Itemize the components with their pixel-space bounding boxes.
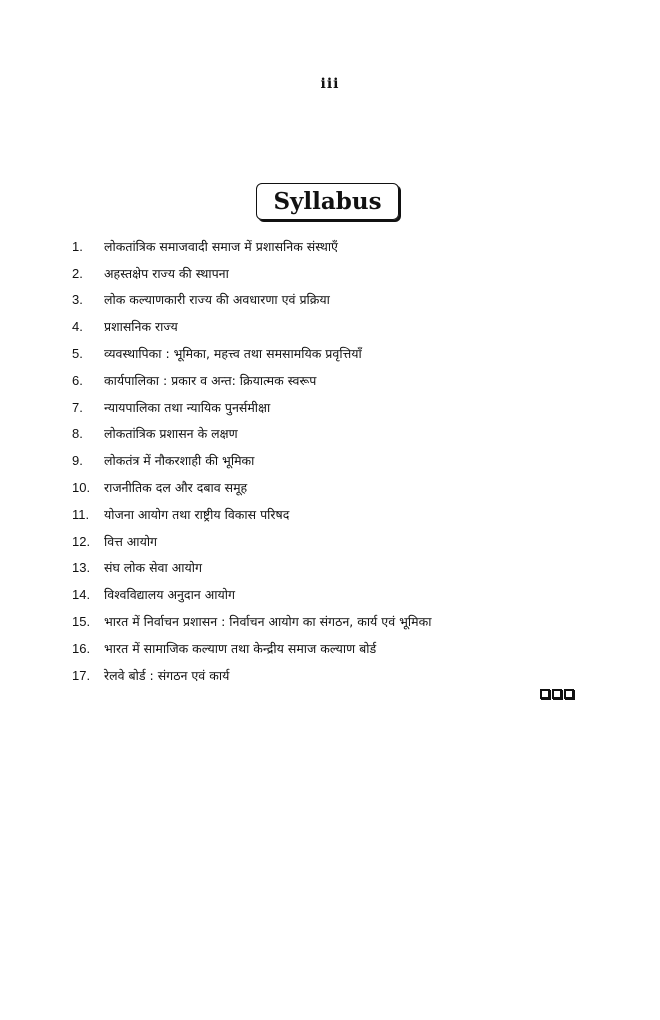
- item-text: व्यवस्थापिका : भूमिका, महत्त्व तथा समसामयिक प्रवृत्तियाँ: [104, 346, 362, 362]
- item-text: लोकतंत्र में नौकरशाही की भूमिका: [104, 453, 255, 469]
- item-number: 9.: [72, 453, 83, 469]
- item-number: 10.: [72, 480, 91, 496]
- list-item: [72, 608, 592, 635]
- item-number: 7.: [72, 399, 83, 415]
- list-item: [72, 501, 592, 528]
- list-item: [72, 581, 592, 608]
- item-number: 15.: [72, 614, 91, 630]
- square-icon: [552, 689, 562, 699]
- item-text: योजना आयोग तथा राष्ट्रीय विकास परिषद: [104, 506, 290, 522]
- page-number: iii: [320, 76, 340, 92]
- item-number: 4.: [72, 319, 83, 335]
- item-text: राजनीतिक दल और दबाव समूह: [104, 480, 248, 496]
- item-text: लोक कल्याणकारी राज्य की अवधारणा एवं प्रक्रिया: [104, 292, 330, 308]
- list-item: [72, 233, 592, 260]
- item-number: 14.: [72, 587, 91, 603]
- item-text: वित्त आयोग: [104, 533, 158, 549]
- item-text: संघ लोक सेवा आयोग: [104, 560, 203, 576]
- item-number: 6.: [72, 372, 83, 388]
- item-text: भारत में सामाजिक कल्याण तथा केन्द्रीय समाज कल्याण बोर्ड: [104, 640, 377, 656]
- item-text: अहस्तक्षेप राज्य की स्थापना: [104, 265, 229, 281]
- item-text: प्रशासनिक राज्य: [104, 319, 178, 335]
- item-text: विश्वविद्यालय अनुदान आयोग: [104, 587, 236, 603]
- list-item: [72, 635, 592, 662]
- item-text: कार्यपालिका : प्रकार व अन्त: क्रियात्मक स्वरूप: [104, 372, 317, 388]
- item-number: 1.: [72, 238, 83, 254]
- item-number: 8.: [72, 426, 83, 442]
- list-item: [72, 447, 592, 474]
- item-number: 2.: [72, 265, 83, 281]
- page-title: Syllabus: [273, 188, 382, 215]
- list-item: [72, 662, 592, 689]
- list-item: [72, 367, 592, 394]
- item-text: रेलवे बोर्ड : संगठन एवं कार्य: [104, 667, 230, 683]
- item-number: 11.: [72, 506, 90, 522]
- list-item: [72, 260, 592, 287]
- item-text: लोकतांत्रिक प्रशासन के लक्षण: [104, 426, 238, 442]
- item-number: 5.: [72, 346, 83, 362]
- item-number: 3.: [72, 292, 83, 308]
- item-text: न्यायपालिका तथा न्यायिक पुनर्समीक्षा: [104, 399, 271, 415]
- syllabus-title-box: [256, 183, 399, 220]
- item-number: 16.: [72, 640, 91, 656]
- item-number: 13.: [72, 560, 91, 576]
- end-of-section-marks: [540, 689, 574, 699]
- square-icon: [564, 689, 574, 699]
- square-icon: [540, 689, 550, 699]
- item-number: 12.: [72, 533, 91, 549]
- list-item: [72, 394, 592, 421]
- list-item: [72, 287, 592, 314]
- item-text: लोकतांत्रिक समाजवादी समाज में प्रशासनिक संस्थाएँ: [104, 238, 338, 254]
- list-item: [72, 474, 592, 501]
- list-item: [72, 340, 592, 367]
- item-number: 17.: [72, 667, 91, 683]
- list-item: [72, 421, 592, 448]
- item-text: भारत में निर्वाचन प्रशासन : निर्वाचन आयोग का संगठन, कार्य एवं भूमिका: [104, 614, 432, 630]
- list-item: [72, 528, 592, 555]
- syllabus-list: [72, 233, 592, 689]
- list-item: [72, 555, 592, 582]
- list-item: [72, 313, 592, 340]
